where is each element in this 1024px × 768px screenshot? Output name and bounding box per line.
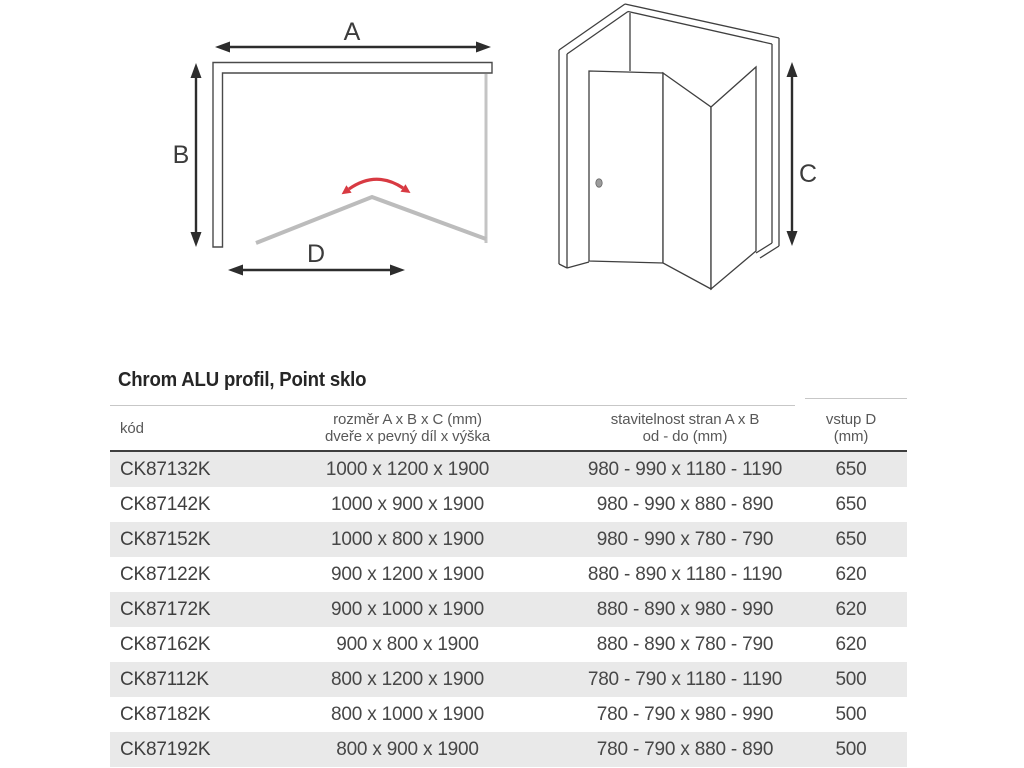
table-row — [110, 452, 907, 487]
cell-code: CK87192K — [120, 738, 211, 760]
section-title: Chrom ALU profil, Point sklo — [118, 369, 367, 391]
cell-adjust-range: 780 - 790 x 1180 - 1190 — [587, 668, 783, 690]
dimension-arrow-c — [787, 62, 798, 246]
cell-code: CK87182K — [120, 703, 211, 725]
cell-adjust-range: 980 - 990 x 1180 - 1190 — [587, 458, 783, 480]
header-entry — [795, 411, 907, 445]
table-body — [110, 452, 907, 767]
table-row — [110, 592, 907, 627]
cell-code: CK87172K — [120, 598, 211, 620]
swing-direction-arrow-icon — [342, 179, 411, 194]
table-row — [110, 627, 907, 662]
header-adjust-line1: stavitelnost stran A x B — [610, 411, 760, 428]
table-row — [110, 522, 907, 557]
cell-size: 900 x 800 x 1900 — [336, 633, 479, 655]
cell-entry: 500 — [835, 738, 867, 760]
cell-size: 1000 x 1200 x 1900 — [325, 458, 490, 480]
fold-panel-1 — [663, 73, 711, 289]
cell-adjust-range: 780 - 790 x 880 - 890 — [596, 738, 774, 760]
cell-adjust-range: 980 - 990 x 880 - 890 — [596, 493, 774, 515]
folding-door-glass — [256, 197, 486, 243]
header-top-rule-left — [110, 405, 795, 406]
header-size-line1: rozměr A x B x C (mm) — [333, 411, 482, 428]
cell-size: 800 x 900 x 1900 — [336, 738, 479, 760]
door-handle-knob — [596, 179, 602, 187]
table-header-row — [110, 406, 907, 452]
dimension-label-a: A — [343, 18, 361, 46]
cell-entry: 500 — [835, 703, 867, 725]
cell-size: 800 x 1000 x 1900 — [331, 703, 484, 725]
cell-code: CK87162K — [120, 633, 211, 655]
cell-entry: 650 — [835, 528, 867, 550]
header-size — [240, 411, 575, 445]
cell-adjust-range: 980 - 990 x 780 - 790 — [596, 528, 774, 550]
cell-entry: 620 — [835, 563, 867, 585]
header-adjust-line2: od - do (mm) — [642, 428, 728, 445]
cell-size: 1000 x 900 x 1900 — [331, 493, 484, 515]
cell-adjust-range: 880 - 890 x 1180 - 1190 — [587, 563, 783, 585]
table-row — [110, 487, 907, 522]
table-row — [110, 557, 907, 592]
cell-entry: 650 — [835, 458, 867, 480]
cell-entry: 620 — [835, 633, 867, 655]
top-view-diagram — [173, 18, 492, 276]
cell-entry: 500 — [835, 668, 867, 690]
fold-panel-2 — [711, 67, 756, 289]
perspective-view-diagram — [559, 4, 798, 289]
cell-adjust-range: 780 - 790 x 980 - 990 — [596, 703, 774, 725]
dimension-label-b: B — [172, 141, 190, 169]
header-top-rule-right — [805, 398, 907, 399]
door-panel — [589, 71, 663, 263]
cell-entry: 650 — [835, 493, 867, 515]
dimension-label-c: C — [798, 160, 818, 188]
cell-size: 900 x 1000 x 1900 — [331, 598, 484, 620]
cell-entry: 620 — [835, 598, 867, 620]
cell-code: CK87132K — [120, 458, 211, 480]
folding-door-unit — [589, 67, 756, 289]
cell-code: CK87122K — [120, 563, 211, 585]
header-entry-line1: vstup D — [825, 411, 877, 428]
cell-code: CK87112K — [120, 668, 209, 690]
header-size-line2: dveře x pevný díl x výška — [324, 428, 491, 445]
technical-diagram — [0, 0, 1024, 330]
dimension-label-d: D — [306, 240, 326, 268]
header-code: kód — [120, 419, 144, 437]
spec-table — [110, 397, 907, 767]
cell-adjust-range: 880 - 890 x 780 - 790 — [596, 633, 774, 655]
cell-code: CK87152K — [120, 528, 211, 550]
cell-size: 1000 x 800 x 1900 — [331, 528, 484, 550]
cell-size: 800 x 1200 x 1900 — [331, 668, 484, 690]
dimension-arrow-b — [191, 63, 202, 247]
header-adjust-range — [575, 411, 795, 445]
table-row — [110, 697, 907, 732]
cell-code: CK87142K — [120, 493, 211, 515]
cell-adjust-range: 880 - 890 x 980 - 990 — [596, 598, 774, 620]
table-row — [110, 662, 907, 697]
table-row — [110, 732, 907, 767]
wall-profile-frame — [213, 63, 492, 248]
cell-size: 900 x 1200 x 1900 — [331, 563, 484, 585]
header-entry-line2: (mm) — [833, 428, 869, 445]
